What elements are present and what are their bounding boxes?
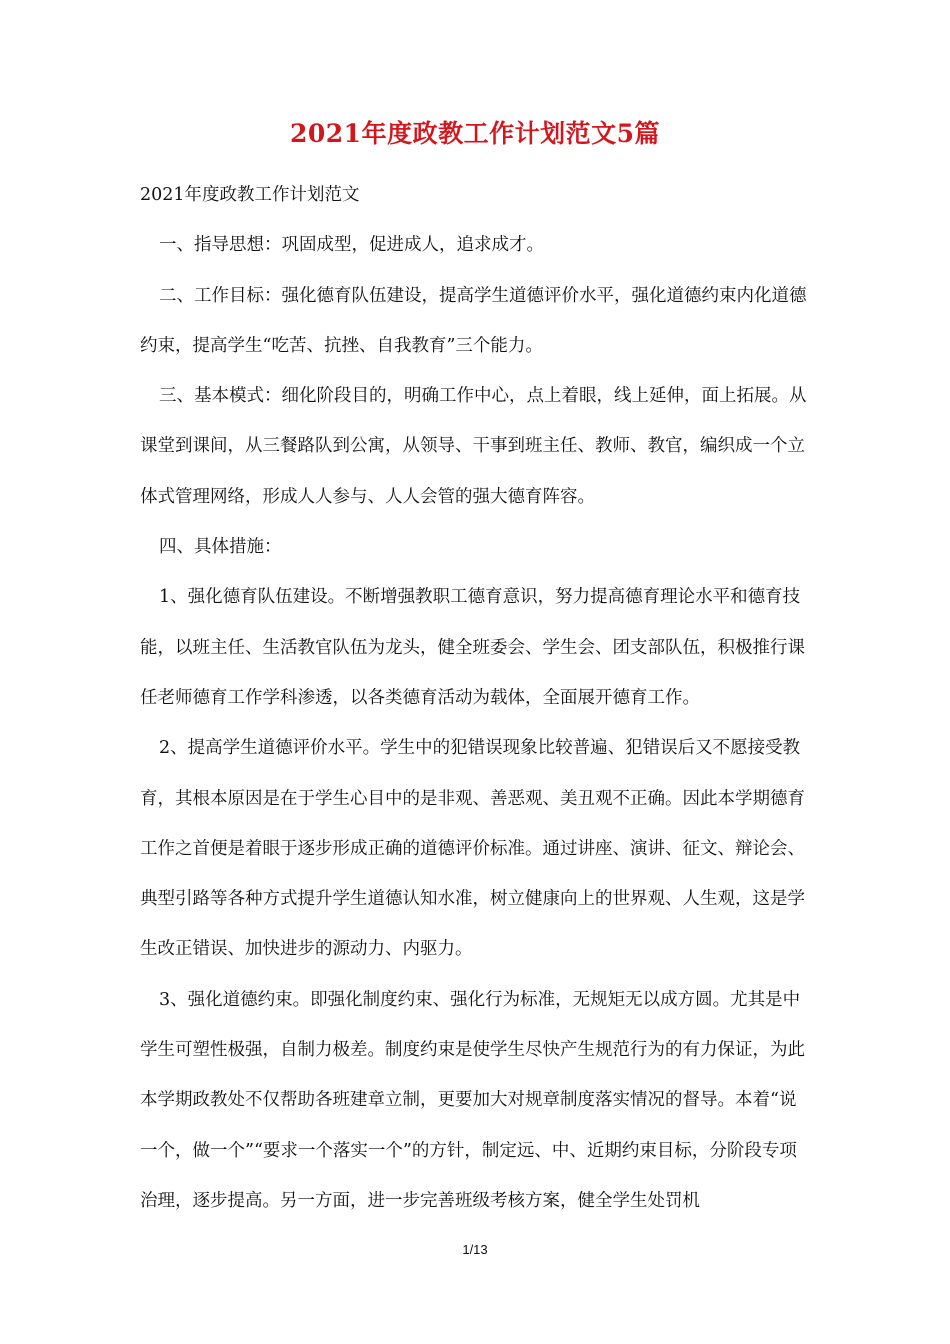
document-subtitle: 2021年度政教工作计划范文 (140, 185, 360, 205)
document-title: 2021年度政教工作计划范文5篇 (290, 119, 660, 148)
paragraph-basic-mode: 三、基本模式：细化阶段目的，明确工作中心，点上着眼，线上延伸，面上拓展。从课堂到课间，从三餐路队到公寓，从领导、干事到班主任、教师、教官，编织成一个立体式管理网络，形成人人参与、人人会管的强大德育阵容。 (140, 386, 807, 507)
paragraph-guiding-ideology: 一、指导思想：巩固成型，促进成人，追求成才。 (159, 235, 544, 256)
page-number: 1/13 (462, 1242, 488, 1257)
paragraph-measure-3: 3、强化道德约束。即强化制度约束、强化行为标准，无规矩无以成方圆。尤其是中学生可塑性极强，自制力极差。制度约束是使学生尽快产生规范行为的有力保证，为此本学期政教处不仅帮助各班建章立制，更要加大对规章制度落实情况的督导。本着“说一个，做一个”“要求一个落实一个”的方针，制定远、中、近期约束目标，分阶段专项治理，逐步提高。另一方面，进一步完善班级考核方案，健全学生处罚机 (140, 989, 805, 1211)
paragraph-measure-2: 2、提高学生道德评价水平。学生中的犯错误现象比较普遍、犯错误后又不愿接受教育，其根本原因是在于学生心目中的是非观、善恶观、美丑观不正确。因此本学期德育工作之首便是着眼于逐步形成正确的道德评价标准。通过讲座、演讲、征文、辩论会、典型引路等各种方式提升学生道德认知水准，树立健康向上的世界观、人生观，这是学生改正错误、加快进步的源动力、内驱力。 (140, 738, 805, 960)
paragraph-measures-heading: 四、具体措施： (159, 537, 282, 558)
paragraph-measure-1: 1、强化德育队伍建设。不断增强教职工德育意识，努力提高德育理论水平和德育技能，以班主任、生活教官队伍为龙头，健全班委会、学生会、团支部队伍，积极推行课任老师德育工作学科渗透，以各类德育活动为载体，全面展开德育工作。 (140, 587, 805, 708)
paragraph-work-goals: 二、工作目标：强化德育队伍建设，提高学生道德评价水平，强化道德约束内化道德约束，提高学生“吃苦、抗挫、自我教育”三个能力。 (140, 285, 807, 356)
document-body (140, 170, 812, 1226)
